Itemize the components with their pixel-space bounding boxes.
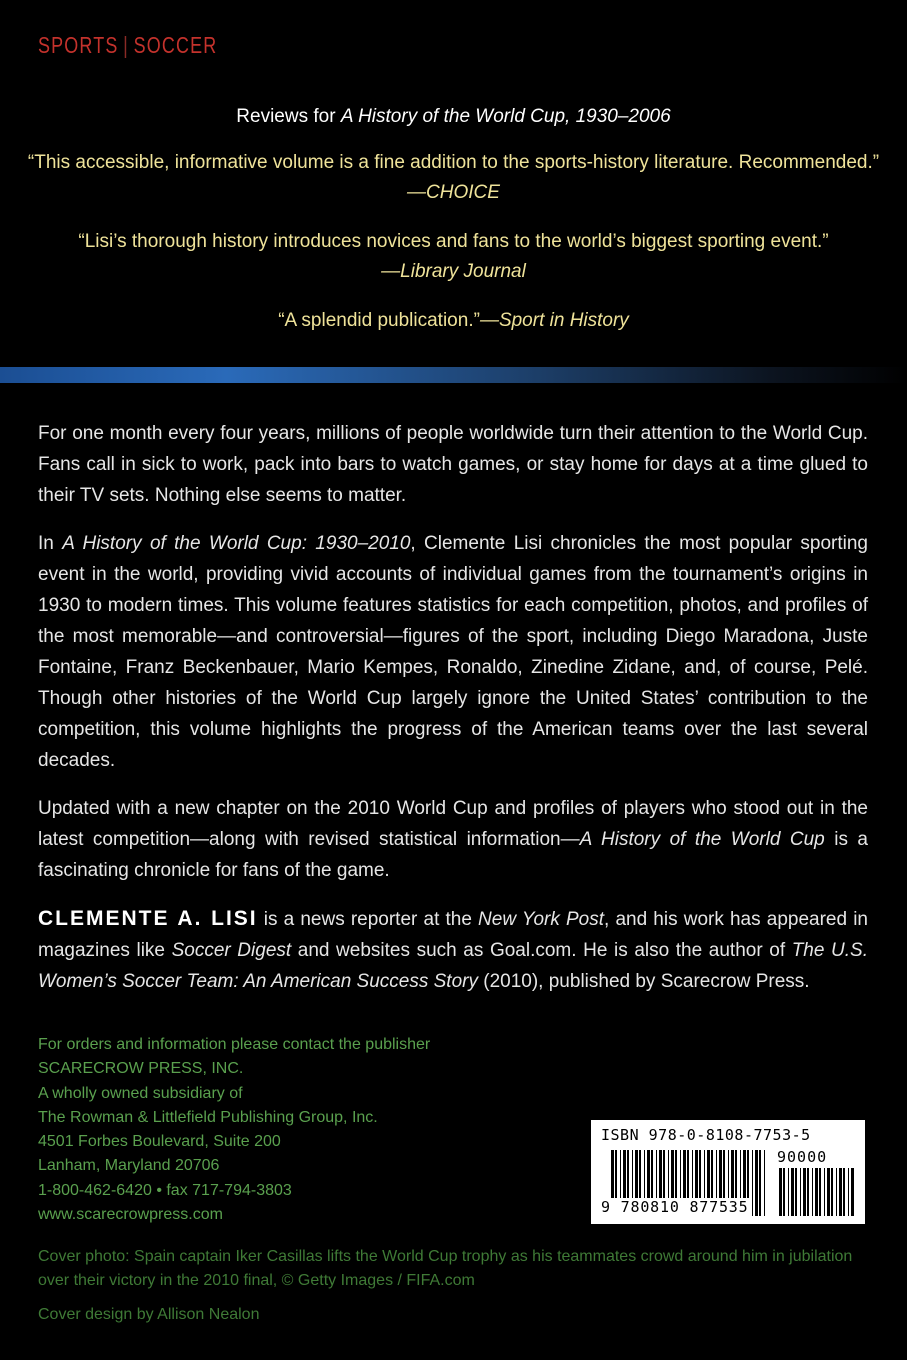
text-run: is a news reporter at the (257, 909, 479, 930)
cover-design-credit: Cover design by Allison Nealon (38, 1306, 260, 1323)
publisher-line: 4501 Forbes Boulevard, Suite 200 (38, 1133, 281, 1151)
divider-bar (0, 367, 907, 383)
category-sports: SPORTS (38, 32, 119, 58)
review-source: —CHOICE (407, 182, 500, 203)
review-source: —Sport in History (479, 310, 629, 331)
reviews-heading-prefix: Reviews for (236, 106, 341, 127)
reviews-section (0, 106, 907, 355)
publisher-line: For orders and information please contact the publisher (38, 1036, 431, 1053)
reviews-heading-title: A History of the World Cup, 1930–2006 (340, 106, 671, 127)
review-quote: “Lisi’s thorough history introduces novices and fans to the world’s biggest sporting event.” (78, 231, 829, 252)
description-paragraph-3 (38, 793, 868, 886)
category-label (38, 32, 217, 59)
text-run: , Clemente Lisi chronicles the most popular sporting event in the world, providing vivid accounts of individual games from the tournament’s origins in 1930 to modern times. This volume features statistics for each competition, photos, and profiles of the most memorable—and controversial—figures of the sport, including Diego Maradona, Juste Fontaine, Franz Beckenbauer, Mario Kempes, Ronaldo, Zinedine Zidane, and, of course, Pelé. Though other histories of the World Cup largely ignore the United States’ contribution to the competition, this volume highlights the progress of the American teams over the last several decades. (38, 533, 868, 771)
text-run: (2010), published by Scarecrow Press. (477, 971, 810, 992)
author-bio (38, 903, 868, 997)
publication-title: Soccer Digest (171, 940, 292, 961)
publisher-line: A wholly owned subsidiary of (38, 1084, 243, 1102)
review-library-journal (0, 227, 907, 287)
credits-section (38, 1245, 868, 1337)
reviews-heading (0, 106, 907, 128)
description-paragraph-1: For one month every four years, millions of people worldwide turn their attention to the World Cup. Fans call in sick to work, pack into bars to watch games, or stay home for days at a time glued to their TV sets. Nothing else seems to matter. (38, 423, 868, 506)
publication-title: The U.S. Women’s Soccer Team: An American Success Story (38, 940, 868, 992)
publisher-contact (38, 1033, 430, 1227)
barcode-ean-number: 9 780810 877535 (601, 1198, 749, 1216)
publication-title: New York Post (478, 909, 605, 930)
review-sport-in-history (0, 306, 907, 336)
publisher-line: SCARECROW PRESS, INC. (38, 1060, 244, 1078)
category-soccer: SOCCER (133, 32, 218, 58)
description-body (38, 418, 868, 1014)
category-separator: | (123, 32, 129, 58)
text-run: In (38, 533, 63, 554)
publisher-website: www.scarecrowpress.com (38, 1206, 223, 1224)
publisher-line: Lanham, Maryland 20706 (38, 1157, 220, 1175)
review-choice (0, 148, 907, 208)
author-name: CLEMENTE A. LISI (38, 907, 258, 930)
isbn-number: ISBN 978-0-8108-7753-5 (601, 1126, 811, 1144)
barcode-addon-number: 90000 (777, 1148, 828, 1166)
publisher-line: 1-800-462-6420 • fax 717-794-3803 (38, 1181, 292, 1199)
cover-photo-credit: Cover photo: Spain captain Iker Casillas lifts the World Cup trophy as his teammates crowd around him in jubilation over their victory in the 2010 final, © Getty Images / FIFA.com (38, 1248, 853, 1289)
review-source: —Library Journal (381, 261, 526, 282)
text-run: , and his work has appeared in magazines like (38, 909, 868, 961)
description-paragraph-2 (38, 528, 868, 776)
review-quote-text: “A splendid publication.” (278, 310, 480, 331)
isbn-barcode (591, 1120, 865, 1224)
book-title: A History of the World Cup: 1930–2010 (62, 533, 411, 554)
review-quote: “This accessible, informative volume is a fine addition to the sports-history literature. Recommended.” (27, 152, 880, 173)
text-run: Updated with a new chapter on the 2010 World Cup and profiles of players who stood out in the latest competition—along with revised statistical information— (38, 798, 868, 850)
book-title: A History of the World Cup (579, 829, 825, 850)
text-run: is a fascinating chronicle for fans of the game. (38, 829, 868, 881)
review-quote-inline (0, 306, 907, 336)
text-run: and websites such as Goal.com. He is also the author of (291, 940, 792, 961)
publisher-line: The Rowman & Littlefield Publishing Group, Inc. (38, 1108, 378, 1126)
